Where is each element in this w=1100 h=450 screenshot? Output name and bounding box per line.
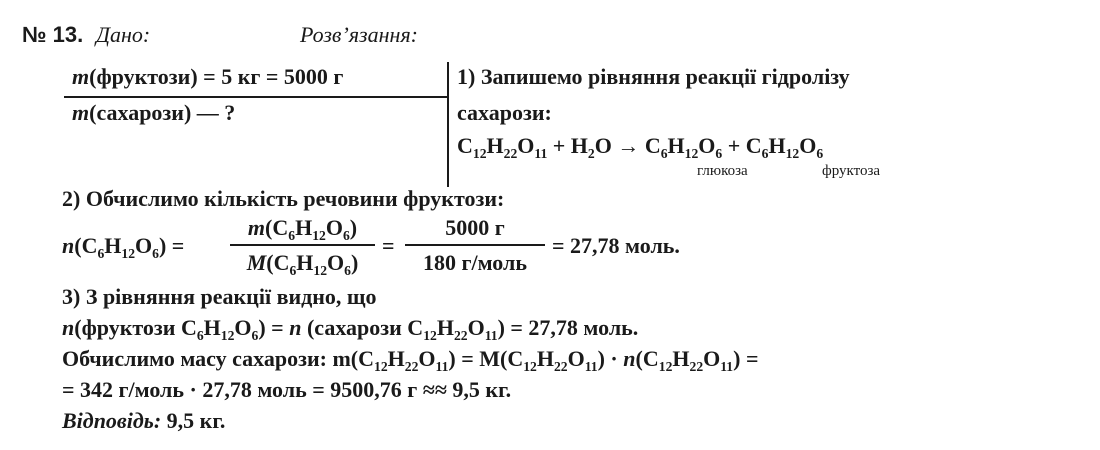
hydrolysis-equation: $C_{12}H_{22}O_{11} + H_2O \to C_6H_{12}O_6 + C_6H_{12}O_6$ [457,133,824,161]
answer-value: 9,5 кг. [166,408,226,433]
step3-equality: n(фруктози $C_6H_{12}O_6) = n$ (сахарози $C_{12}H_{22}O_{11}) = 27,78$ моль. [62,315,639,343]
problem-number: № 13. [22,22,84,47]
mass-formula-line: Обчислимо масу сахарози: $m(C_{12}H_{22}O_{11}) = M(C_{12}H_{22}O_{11}) \cdot n(C_{12}H_{22}O_{11})$ = [62,346,759,374]
given-heading: Дано: [96,22,151,47]
answer-label: Відповідь: [62,408,162,433]
given-divider-vertical [447,62,449,187]
answer [62,408,225,434]
fructose-label: фруктоза [822,163,881,179]
given-line-1: m(фруктози) = 5 кг = 5000 г [72,64,344,89]
given-divider-horizontal [64,96,447,98]
step2-result: = 27,78 моль. [552,233,680,258]
step1-text: 1) Запишемо рівняння реакції гідролізу [457,64,850,89]
n-fructose-formula: $n(C_6H_{12}O_6)$ = [62,233,185,261]
solution-heading: Розв’язання: [300,22,419,47]
glucose-label: глюкоза [697,163,748,179]
step3-text: 3) З рівняння реакції видно, що [62,284,377,309]
fraction-formula: $m(C_6H_{12}O_6)$ $M(C_6H_{12}O_6)$ [230,215,375,276]
step1-text-2: сахарози: [457,100,552,125]
fraction-values: 5000 г 180 г/моль [405,215,545,276]
mass-calculation-line: = 342 г/моль · 27,78 моль = 9500,76 г ≈≈ 9,5 кг. [62,377,512,402]
given-line-2: m(сахарози) — ? [72,100,236,125]
equals-sign: = [382,233,395,258]
step2-text: 2) Обчислимо кількість речовини фруктози: [62,186,505,211]
